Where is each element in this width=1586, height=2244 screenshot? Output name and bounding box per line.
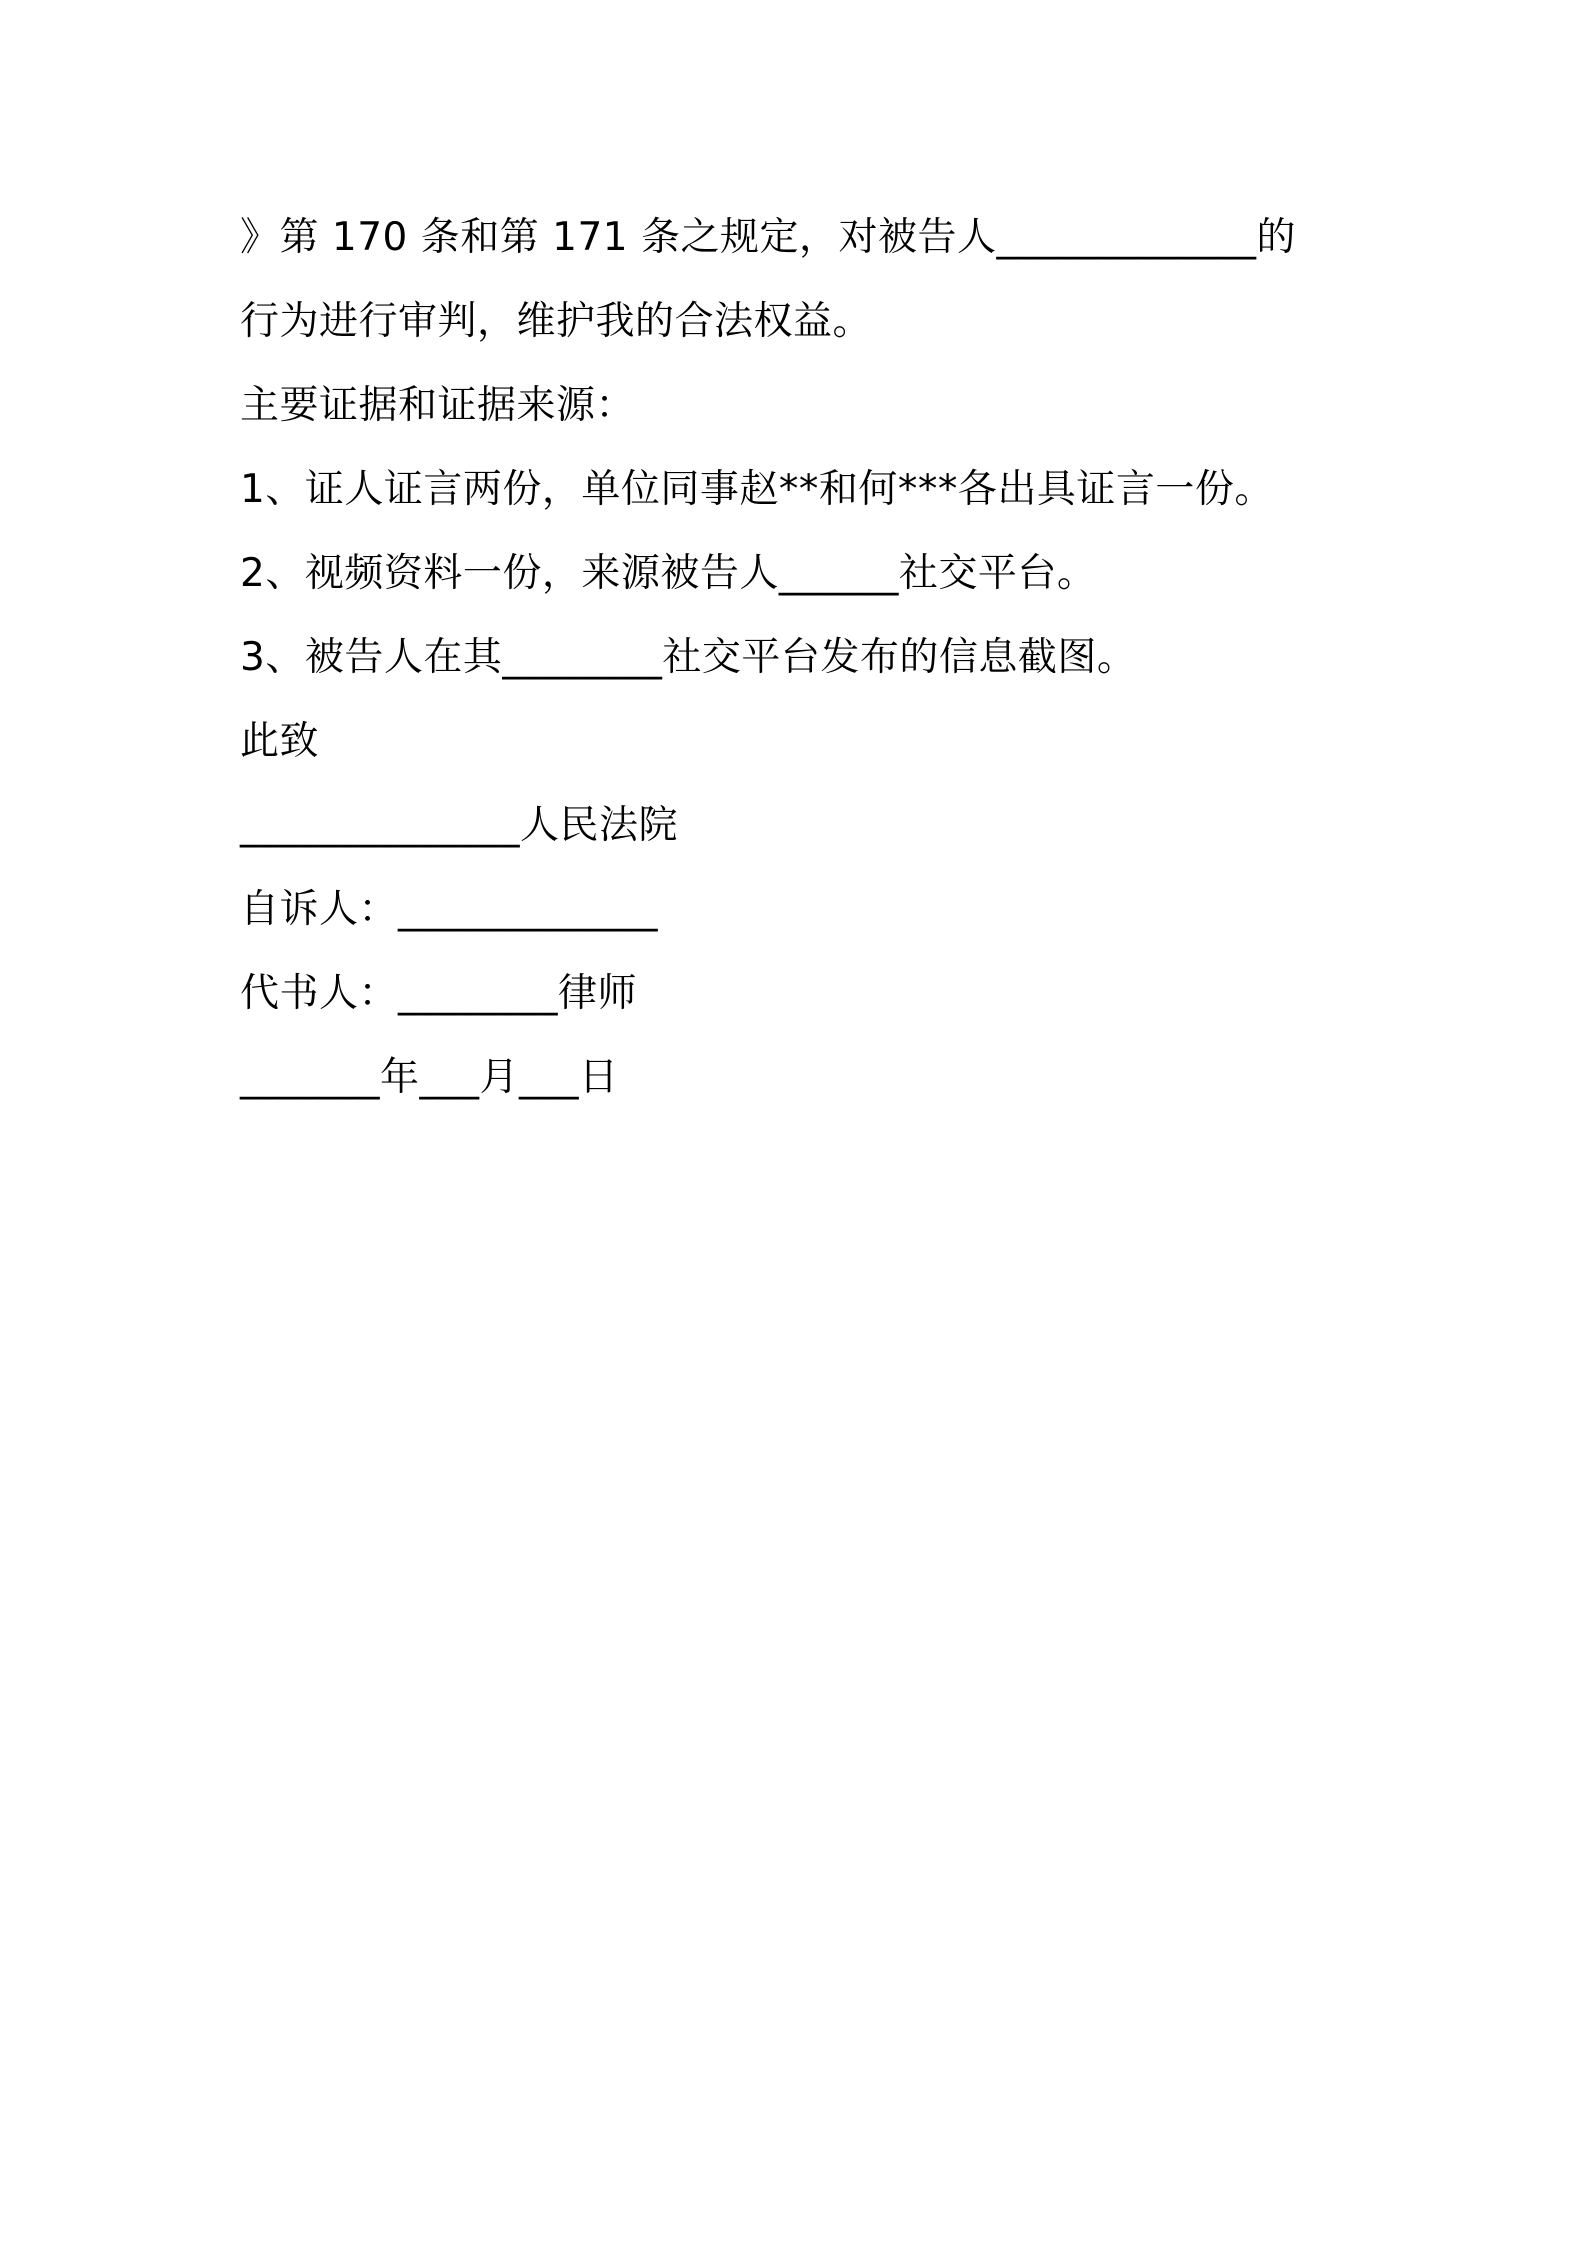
evidence-item-2: 2、视频资料一份，来源被告人______社交平台。 <box>240 551 1097 596</box>
evidence-heading: 主要证据和证据来源： <box>240 383 636 428</box>
private-prosecutor-line: 自诉人：_____________ <box>240 887 659 932</box>
evidence-item-3: 3、被告人在其________社交平台发布的信息截图。 <box>240 635 1137 680</box>
document-body <box>240 196 1360 1120</box>
court-name-line: ______________人民法院 <box>240 803 679 848</box>
date-line: _______年___月___日 <box>240 1055 619 1100</box>
drafting-lawyer-line: 代书人：________律师 <box>240 971 638 1016</box>
evidence-item-1: 1、证人证言两份，单位同事赵**和何***各出具证言一份。 <box>240 467 1274 512</box>
request-purpose-line: 行为进行审判，维护我的合法权益。 <box>240 299 873 344</box>
salutation: 此致 <box>240 719 320 764</box>
legal-basis-line: 》第 170 条和第 171 条之规定，对被告人_____________的 <box>240 215 1296 260</box>
